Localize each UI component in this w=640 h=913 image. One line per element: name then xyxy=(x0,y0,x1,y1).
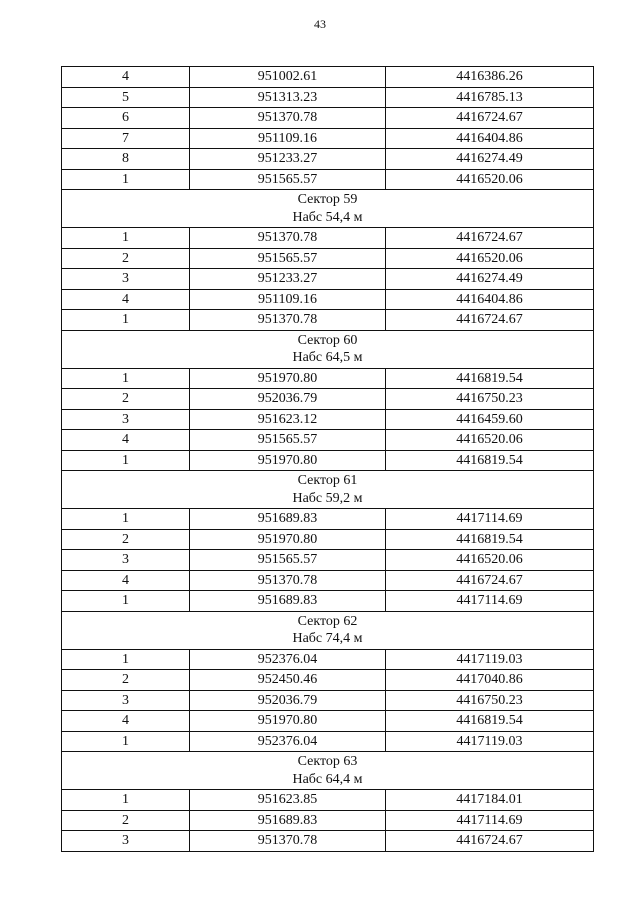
sector-height: Набс 64,5 м xyxy=(292,350,363,365)
y-coordinate-cell: 4416724.67 xyxy=(386,310,594,331)
x-coordinate-cell: 951370.78 xyxy=(190,228,386,249)
x-coordinate-cell: 951565.57 xyxy=(190,550,386,571)
table-row xyxy=(62,810,594,831)
y-coordinate-cell: 4416520.06 xyxy=(386,248,594,269)
point-number-cell: 1 xyxy=(62,649,190,670)
table-row xyxy=(62,169,594,190)
table-row xyxy=(62,670,594,691)
sector-header-cell xyxy=(62,190,594,228)
sector-height: Набс 54,4 м xyxy=(292,209,363,225)
point-number-cell: 1 xyxy=(62,228,190,249)
table-row xyxy=(62,831,594,852)
x-coordinate-cell: 951623.12 xyxy=(190,409,386,430)
sector-title: Сектор 63 xyxy=(297,754,358,769)
table-row xyxy=(62,409,594,430)
x-coordinate-cell: 951370.78 xyxy=(190,570,386,591)
x-coordinate-cell: 951233.27 xyxy=(190,269,386,290)
table-row xyxy=(62,550,594,571)
table-row xyxy=(62,430,594,451)
x-coordinate-cell: 951565.57 xyxy=(190,430,386,451)
table-row xyxy=(62,128,594,149)
sector-height: Набс 59,2 м xyxy=(292,490,363,506)
x-coordinate-cell: 951689.83 xyxy=(190,591,386,612)
x-coordinate-cell: 951689.83 xyxy=(190,810,386,831)
point-number-cell: 4 xyxy=(62,67,190,88)
y-coordinate-cell: 4416520.06 xyxy=(386,169,594,190)
y-coordinate-cell: 4416274.49 xyxy=(386,269,594,290)
x-coordinate-cell: 951370.78 xyxy=(190,310,386,331)
y-coordinate-cell: 4416819.54 xyxy=(386,529,594,550)
point-number-cell: 3 xyxy=(62,550,190,571)
y-coordinate-cell: 4416386.26 xyxy=(386,67,594,88)
table-row xyxy=(62,509,594,530)
table-row xyxy=(62,310,594,331)
table-row xyxy=(62,87,594,108)
y-coordinate-cell: 4417119.03 xyxy=(386,731,594,752)
y-coordinate-cell: 4416724.67 xyxy=(386,108,594,129)
y-coordinate-cell: 4416520.06 xyxy=(386,430,594,451)
y-coordinate-cell: 4416724.67 xyxy=(386,228,594,249)
y-coordinate-cell: 4416750.23 xyxy=(386,690,594,711)
x-coordinate-cell: 951970.80 xyxy=(190,529,386,550)
table-row xyxy=(62,690,594,711)
y-coordinate-cell: 4416724.67 xyxy=(386,831,594,852)
x-coordinate-cell: 951313.23 xyxy=(190,87,386,108)
y-coordinate-cell: 4417114.69 xyxy=(386,591,594,612)
sector-header-cell xyxy=(62,611,594,649)
y-coordinate-cell: 4416404.86 xyxy=(386,128,594,149)
table-row xyxy=(62,450,594,471)
point-number-cell: 1 xyxy=(62,368,190,389)
x-coordinate-cell: 951623.85 xyxy=(190,790,386,811)
table-row xyxy=(62,289,594,310)
sector-header-cell xyxy=(62,752,594,790)
table-row xyxy=(62,389,594,410)
y-coordinate-cell: 4417119.03 xyxy=(386,649,594,670)
sector-header-row xyxy=(62,471,594,509)
x-coordinate-cell: 951370.78 xyxy=(190,831,386,852)
table-row xyxy=(62,790,594,811)
x-coordinate-cell: 951109.16 xyxy=(190,128,386,149)
point-number-cell: 4 xyxy=(62,430,190,451)
table-row xyxy=(62,269,594,290)
y-coordinate-cell: 4416724.67 xyxy=(386,570,594,591)
point-number-cell: 5 xyxy=(62,87,190,108)
coordinates-table-body xyxy=(62,67,594,852)
sector-header-row xyxy=(62,190,594,228)
point-number-cell: 2 xyxy=(62,529,190,550)
table-row xyxy=(62,591,594,612)
y-coordinate-cell: 4416819.54 xyxy=(386,450,594,471)
sector-title: Сектор 60 xyxy=(297,332,358,348)
point-number-cell: 2 xyxy=(62,248,190,269)
x-coordinate-cell: 951689.83 xyxy=(190,509,386,530)
point-number-cell: 8 xyxy=(62,149,190,170)
y-coordinate-cell: 4416520.06 xyxy=(386,550,594,571)
x-coordinate-cell: 951565.57 xyxy=(190,248,386,269)
point-number-cell: 1 xyxy=(62,509,190,530)
x-coordinate-cell: 952036.79 xyxy=(190,690,386,711)
sector-header-row xyxy=(62,330,594,368)
point-number-cell: 1 xyxy=(62,790,190,811)
point-number-cell: 2 xyxy=(62,389,190,410)
x-coordinate-cell: 951370.78 xyxy=(190,108,386,129)
sector-title: Сектор 59 xyxy=(297,192,358,207)
y-coordinate-cell: 4416274.49 xyxy=(386,149,594,170)
point-number-cell: 3 xyxy=(62,269,190,290)
y-coordinate-cell: 4417114.69 xyxy=(386,509,594,530)
point-number-cell: 3 xyxy=(62,831,190,852)
sector-header-cell xyxy=(62,471,594,509)
coordinates-table-container xyxy=(61,66,592,852)
sector-height: Набс 74,4 м xyxy=(292,631,363,646)
x-coordinate-cell: 951109.16 xyxy=(190,289,386,310)
table-row xyxy=(62,67,594,88)
table-row xyxy=(62,108,594,129)
x-coordinate-cell: 952376.04 xyxy=(190,649,386,670)
table-row xyxy=(62,649,594,670)
page-number: 43 xyxy=(314,17,326,31)
table-row xyxy=(62,149,594,170)
point-number-cell: 4 xyxy=(62,570,190,591)
point-number-cell: 1 xyxy=(62,169,190,190)
point-number-cell: 2 xyxy=(62,670,190,691)
sector-header-cell xyxy=(62,330,594,368)
point-number-cell: 1 xyxy=(62,450,190,471)
point-number-cell: 4 xyxy=(62,711,190,732)
table-row xyxy=(62,228,594,249)
y-coordinate-cell: 4416404.86 xyxy=(386,289,594,310)
x-coordinate-cell: 951970.80 xyxy=(190,368,386,389)
table-row xyxy=(62,248,594,269)
sector-height: Набс 64,4 м xyxy=(292,771,363,787)
x-coordinate-cell: 952450.46 xyxy=(190,670,386,691)
sector-title: Сектор 62 xyxy=(297,613,358,629)
y-coordinate-cell: 4416819.54 xyxy=(386,368,594,389)
y-coordinate-cell: 4416459.60 xyxy=(386,409,594,430)
sector-title: Сектор 61 xyxy=(297,473,358,488)
point-number-cell: 1 xyxy=(62,310,190,331)
point-number-cell: 2 xyxy=(62,810,190,831)
y-coordinate-cell: 4416819.54 xyxy=(386,711,594,732)
x-coordinate-cell: 952376.04 xyxy=(190,731,386,752)
point-number-cell: 3 xyxy=(62,409,190,430)
table-row xyxy=(62,529,594,550)
point-number-cell: 6 xyxy=(62,108,190,129)
table-row xyxy=(62,711,594,732)
coordinates-table xyxy=(61,66,594,852)
sector-header-row xyxy=(62,752,594,790)
x-coordinate-cell: 952036.79 xyxy=(190,389,386,410)
y-coordinate-cell: 4417040.86 xyxy=(386,670,594,691)
point-number-cell: 1 xyxy=(62,731,190,752)
sector-header-row xyxy=(62,611,594,649)
point-number-cell: 4 xyxy=(62,289,190,310)
x-coordinate-cell: 951002.61 xyxy=(190,67,386,88)
table-row xyxy=(62,368,594,389)
table-row xyxy=(62,731,594,752)
y-coordinate-cell: 4417114.69 xyxy=(386,810,594,831)
x-coordinate-cell: 951970.80 xyxy=(190,711,386,732)
x-coordinate-cell: 951233.27 xyxy=(190,149,386,170)
y-coordinate-cell: 4416750.23 xyxy=(386,389,594,410)
y-coordinate-cell: 4417184.01 xyxy=(386,790,594,811)
y-coordinate-cell: 4416785.13 xyxy=(386,87,594,108)
table-row xyxy=(62,570,594,591)
point-number-cell: 3 xyxy=(62,690,190,711)
x-coordinate-cell: 951970.80 xyxy=(190,450,386,471)
point-number-cell: 7 xyxy=(62,128,190,149)
x-coordinate-cell: 951565.57 xyxy=(190,169,386,190)
point-number-cell: 1 xyxy=(62,591,190,612)
